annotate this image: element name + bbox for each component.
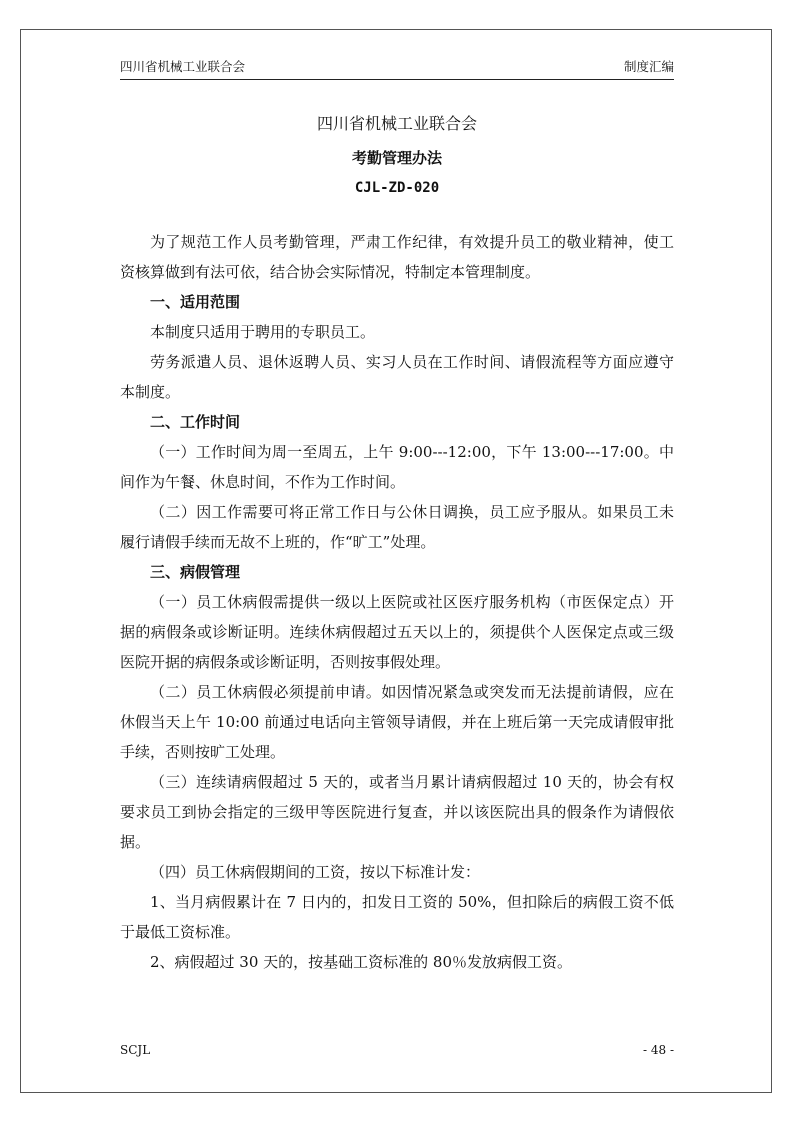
page-header (120, 58, 674, 76)
sick-leave-rule-2: 2、病假超过 30 天的，按基础工资标准的 80％发放病假工资。 (150, 953, 573, 971)
section-heading-scope: 一、适用范围 (150, 293, 241, 311)
header-org-name: 四川省机械工业联合会 (120, 59, 246, 74)
header-divider (120, 79, 674, 80)
sick-leave-rule-1: 1、当月病假累计在 7 日内的，扣发日工资的 50%，但扣除后的病假工资不低于最低工资标准。 (120, 893, 674, 941)
header-collection-name: 制度汇编 (623, 59, 674, 74)
scope-paragraph-2: 劳务派遣人员、退休返聘人员、实习人员在工作时间、请假流程等方面应遵守本制度。 (120, 353, 674, 401)
document-code: CJL-ZD-020 (354, 180, 440, 196)
sick-leave-paragraph-1: （一）员工休病假需提供一级以上医院或社区医疗服务机构（市医保定点）开据的病假条或诊断证明。连续休病假超过五天以上的，须提供个人医保定点或三级医院开据的病假条或诊断证明，否则按事假处理。 (120, 593, 674, 671)
work-hours-paragraph-1: （一）工作时间为周一至周五，上午 9:00---12:00，下午 13:00---17:00。中间作为午餐、休息时间，不作为工作时间。 (120, 443, 674, 491)
page-number: - 48 - (642, 1043, 674, 1057)
intro-paragraph: 为了规范工作人员考勤管理，严肃工作纪律，有效提升员工的敬业精神，使工资核算做到有法可依，结合协会实际情况，特制定本管理制度。 (120, 233, 674, 281)
scope-paragraph-1: 本制度只适用于聘用的专职员工。 (150, 323, 376, 341)
section-heading-work-hours: 二、工作时间 (150, 413, 241, 431)
document-title-block (120, 113, 674, 199)
sick-leave-paragraph-4: （四）员工休病假期间的工资，按以下标准计发： (150, 863, 481, 881)
page-footer (120, 1041, 674, 1059)
sick-leave-paragraph-2: （二）员工休病假必须提前申请。如因情况紧急或突发而无法提前请假，应在休假当天上午 10:00 前通过电话向主管领导请假，并在上班后第一天完成请假审批手续，否则按旷工处理。 (120, 683, 674, 761)
section-heading-sick-leave: 三、病假管理 (150, 563, 241, 581)
title-organization: 四川省机械工业联合会 (316, 114, 477, 133)
sick-leave-paragraph-3: （三）连续请病假超过 5 天的，或者当月累计请病假超过 10 天的，协会有权要求员工到协会指定的三级甲等医院进行复查，并以该医院出具的假条作为请假依据。 (120, 773, 674, 851)
document-title: 考勤管理办法 (351, 149, 442, 167)
footer-abbreviation: SCJL (120, 1043, 151, 1057)
work-hours-paragraph-2: （二）因工作需要可将正常工作日与公休日调换，员工应予服从。如果员工未履行请假手续而无故不上班的，作“旷工”处理。 (120, 503, 674, 551)
document-body (120, 227, 674, 977)
